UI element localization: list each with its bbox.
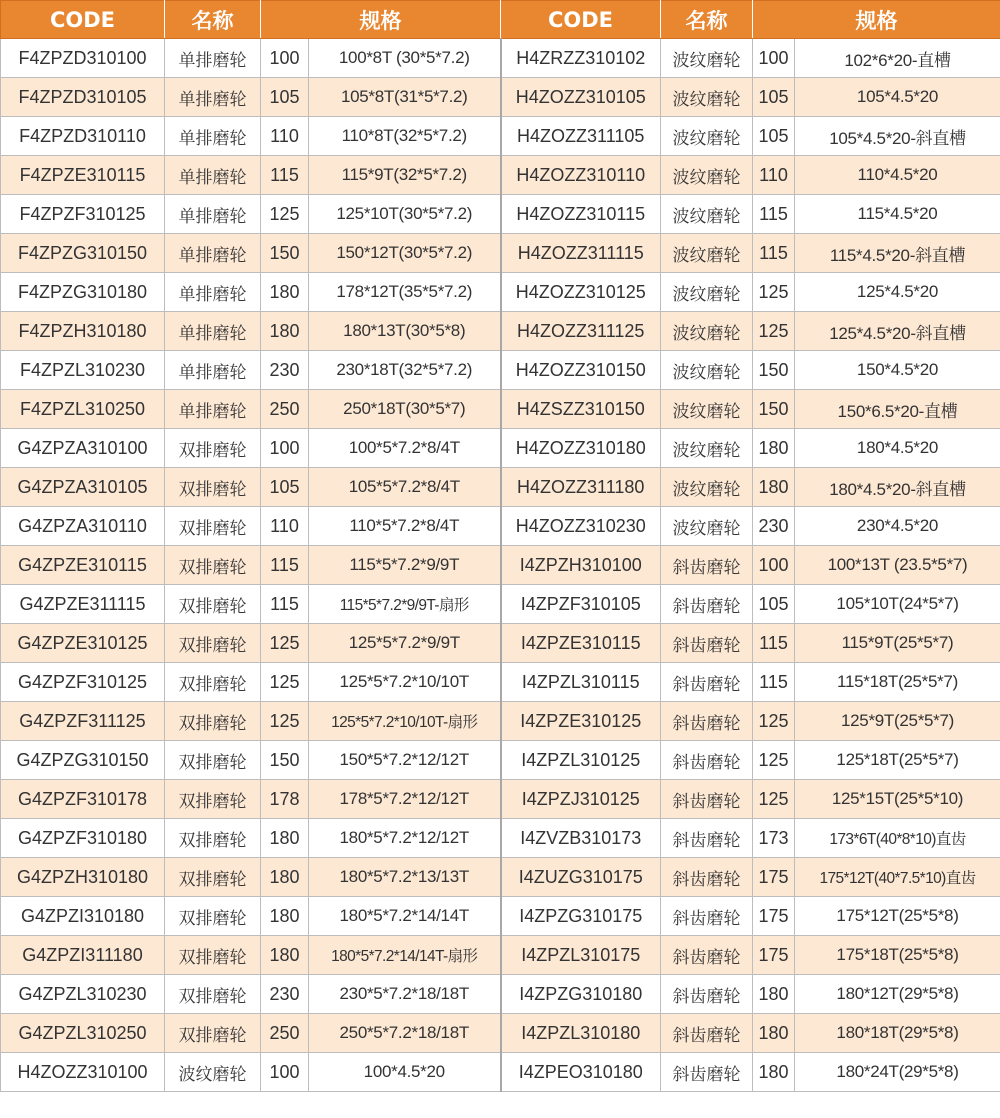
cell-size-left: 115 xyxy=(261,546,309,585)
cell-code-left: F4ZPZH310180 xyxy=(1,312,165,351)
cell-size-left: 100 xyxy=(261,39,309,78)
cell-name-right: 斜齿磨轮 xyxy=(661,702,753,741)
cell-spec-left: 180*13T(30*5*8) xyxy=(309,312,501,351)
cell-code-left: G4ZPZG310150 xyxy=(1,741,165,780)
cell-code-left: G4ZPZF310180 xyxy=(1,819,165,858)
cell-code-right: I4ZPZL310115 xyxy=(501,663,661,702)
cell-size-left: 125 xyxy=(261,663,309,702)
cell-spec-right: 115*4.5*20-斜直槽 xyxy=(795,234,1000,273)
cell-code-left: F4ZPZL310250 xyxy=(1,390,165,429)
table-row xyxy=(1,195,1000,234)
table-row xyxy=(1,702,1000,741)
cell-name-left: 双排磨轮 xyxy=(165,858,261,897)
cell-name-right: 斜齿磨轮 xyxy=(661,1014,753,1053)
cell-spec-right: 115*9T(25*5*7) xyxy=(795,624,1000,663)
cell-size-right: 180 xyxy=(753,975,795,1014)
cell-name-right: 波纹磨轮 xyxy=(661,273,753,312)
cell-size-left: 250 xyxy=(261,1014,309,1053)
cell-name-left: 双排磨轮 xyxy=(165,897,261,936)
cell-code-right: H4ZOZZ310125 xyxy=(501,273,661,312)
cell-name-left: 单排磨轮 xyxy=(165,117,261,156)
table-row xyxy=(1,507,1000,546)
cell-code-right: H4ZOZZ310150 xyxy=(501,351,661,390)
cell-code-left: G4ZPZF310178 xyxy=(1,780,165,819)
cell-size-right: 105 xyxy=(753,78,795,117)
cell-size-right: 230 xyxy=(753,507,795,546)
cell-spec-left: 180*5*7.2*14/14T-扇形 xyxy=(309,936,501,975)
cell-code-right: I4ZUZG310175 xyxy=(501,858,661,897)
cell-code-left: G4ZPZI310180 xyxy=(1,897,165,936)
cell-size-right: 180 xyxy=(753,1053,795,1092)
cell-spec-right: 150*6.5*20-直槽 xyxy=(795,390,1000,429)
cell-size-left: 125 xyxy=(261,702,309,741)
cell-code-right: I4ZPZE310125 xyxy=(501,702,661,741)
header-spec-right: 规格 xyxy=(753,1,1000,39)
cell-name-left: 单排磨轮 xyxy=(165,39,261,78)
cell-name-right: 波纹磨轮 xyxy=(661,312,753,351)
cell-spec-right: 115*4.5*20 xyxy=(795,195,1000,234)
cell-name-left: 双排磨轮 xyxy=(165,429,261,468)
cell-name-left: 单排磨轮 xyxy=(165,195,261,234)
table-row xyxy=(1,429,1000,468)
table-row xyxy=(1,975,1000,1014)
header-spec-left: 规格 xyxy=(261,1,501,39)
cell-name-left: 双排磨轮 xyxy=(165,780,261,819)
cell-code-left: F4ZPZD310110 xyxy=(1,117,165,156)
cell-name-right: 斜齿磨轮 xyxy=(661,546,753,585)
cell-name-left: 单排磨轮 xyxy=(165,390,261,429)
cell-spec-left: 125*5*7.2*10/10T-扇形 xyxy=(309,702,501,741)
cell-size-right: 115 xyxy=(753,663,795,702)
cell-code-left: G4ZPZH310180 xyxy=(1,858,165,897)
cell-size-right: 115 xyxy=(753,624,795,663)
cell-code-left: F4ZPZF310125 xyxy=(1,195,165,234)
cell-spec-right: 175*12T(25*5*8) xyxy=(795,897,1000,936)
cell-spec-right: 175*12T(40*7.5*10)直齿 xyxy=(795,858,1000,897)
cell-size-left: 105 xyxy=(261,78,309,117)
cell-spec-left: 105*8T(31*5*7.2) xyxy=(309,78,501,117)
cell-spec-right: 180*4.5*20-斜直槽 xyxy=(795,468,1000,507)
table-row xyxy=(1,1014,1000,1053)
cell-code-right: I4ZPEO310180 xyxy=(501,1053,661,1092)
cell-code-left: G4ZPZA310105 xyxy=(1,468,165,507)
cell-name-left: 单排磨轮 xyxy=(165,351,261,390)
cell-name-left: 双排磨轮 xyxy=(165,585,261,624)
table-row xyxy=(1,468,1000,507)
cell-code-left: G4ZPZA310110 xyxy=(1,507,165,546)
cell-name-left: 双排磨轮 xyxy=(165,546,261,585)
cell-code-right: I4ZPZG310175 xyxy=(501,897,661,936)
header-name-left: 名称 xyxy=(165,1,261,39)
cell-spec-right: 180*24T(29*5*8) xyxy=(795,1053,1000,1092)
header-name-right: 名称 xyxy=(661,1,753,39)
cell-name-right: 斜齿磨轮 xyxy=(661,585,753,624)
cell-spec-right: 125*18T(25*5*7) xyxy=(795,741,1000,780)
cell-code-left: G4ZPZL310250 xyxy=(1,1014,165,1053)
cell-name-right: 波纹磨轮 xyxy=(661,195,753,234)
table-row xyxy=(1,390,1000,429)
cell-name-left: 双排磨轮 xyxy=(165,468,261,507)
cell-code-right: I4ZPZG310180 xyxy=(501,975,661,1014)
cell-name-left: 单排磨轮 xyxy=(165,273,261,312)
cell-spec-left: 105*5*7.2*8/4T xyxy=(309,468,501,507)
cell-spec-left: 150*5*7.2*12/12T xyxy=(309,741,501,780)
table-row xyxy=(1,234,1000,273)
cell-code-left: F4ZPZG310180 xyxy=(1,273,165,312)
cell-spec-right: 125*4.5*20 xyxy=(795,273,1000,312)
table-row xyxy=(1,156,1000,195)
cell-code-left: F4ZPZD310105 xyxy=(1,78,165,117)
cell-size-left: 230 xyxy=(261,351,309,390)
cell-code-left: G4ZPZF311125 xyxy=(1,702,165,741)
table-row xyxy=(1,780,1000,819)
cell-name-left: 双排磨轮 xyxy=(165,1014,261,1053)
table-row xyxy=(1,351,1000,390)
cell-code-right: I4ZPZL310180 xyxy=(501,1014,661,1053)
cell-size-right: 150 xyxy=(753,390,795,429)
cell-spec-left: 125*5*7.2*10/10T xyxy=(309,663,501,702)
cell-code-right: I4ZPZE310115 xyxy=(501,624,661,663)
cell-name-right: 斜齿磨轮 xyxy=(661,624,753,663)
cell-size-right: 125 xyxy=(753,273,795,312)
cell-size-right: 110 xyxy=(753,156,795,195)
cell-size-right: 175 xyxy=(753,897,795,936)
cell-size-left: 230 xyxy=(261,975,309,1014)
cell-size-right: 105 xyxy=(753,585,795,624)
cell-name-right: 斜齿磨轮 xyxy=(661,975,753,1014)
table-row xyxy=(1,546,1000,585)
cell-code-right: H4ZSZZ310150 xyxy=(501,390,661,429)
cell-code-right: H4ZOZZ310110 xyxy=(501,156,661,195)
cell-name-right: 波纹磨轮 xyxy=(661,468,753,507)
cell-size-right: 180 xyxy=(753,468,795,507)
cell-code-left: F4ZPZE310115 xyxy=(1,156,165,195)
cell-spec-left: 115*5*7.2*9/9T xyxy=(309,546,501,585)
cell-spec-left: 100*8T (30*5*7.2) xyxy=(309,39,501,78)
cell-code-right: I4ZPZJ310125 xyxy=(501,780,661,819)
cell-spec-right: 150*4.5*20 xyxy=(795,351,1000,390)
cell-size-left: 110 xyxy=(261,507,309,546)
cell-size-left: 115 xyxy=(261,585,309,624)
cell-name-left: 双排磨轮 xyxy=(165,624,261,663)
cell-spec-right: 125*4.5*20-斜直槽 xyxy=(795,312,1000,351)
cell-size-right: 125 xyxy=(753,312,795,351)
cell-spec-left: 100*4.5*20 xyxy=(309,1053,501,1092)
cell-code-right: H4ZOZZ310180 xyxy=(501,429,661,468)
cell-spec-left: 115*9T(32*5*7.2) xyxy=(309,156,501,195)
cell-spec-right: 100*13T (23.5*5*7) xyxy=(795,546,1000,585)
cell-spec-right: 125*15T(25*5*10) xyxy=(795,780,1000,819)
cell-name-left: 双排磨轮 xyxy=(165,819,261,858)
cell-size-left: 150 xyxy=(261,741,309,780)
cell-size-left: 100 xyxy=(261,1053,309,1092)
table-row xyxy=(1,663,1000,702)
cell-name-left: 单排磨轮 xyxy=(165,234,261,273)
cell-size-left: 180 xyxy=(261,273,309,312)
table-row xyxy=(1,624,1000,663)
cell-spec-left: 100*5*7.2*8/4T xyxy=(309,429,501,468)
cell-name-right: 斜齿磨轮 xyxy=(661,780,753,819)
cell-name-right: 波纹磨轮 xyxy=(661,234,753,273)
cell-spec-right: 180*18T(29*5*8) xyxy=(795,1014,1000,1053)
cell-name-right: 波纹磨轮 xyxy=(661,351,753,390)
cell-name-right: 波纹磨轮 xyxy=(661,117,753,156)
cell-spec-right: 105*10T(24*5*7) xyxy=(795,585,1000,624)
cell-size-right: 173 xyxy=(753,819,795,858)
cell-spec-right: 102*6*20-直槽 xyxy=(795,39,1000,78)
cell-code-left: G4ZPZE310125 xyxy=(1,624,165,663)
cell-name-left: 双排磨轮 xyxy=(165,741,261,780)
cell-code-left: G4ZPZF310125 xyxy=(1,663,165,702)
cell-name-right: 斜齿磨轮 xyxy=(661,819,753,858)
cell-spec-right: 175*18T(25*5*8) xyxy=(795,936,1000,975)
cell-name-left: 单排磨轮 xyxy=(165,156,261,195)
cell-name-left: 波纹磨轮 xyxy=(165,1053,261,1092)
cell-size-right: 100 xyxy=(753,39,795,78)
cell-code-right: H4ZRZZ310102 xyxy=(501,39,661,78)
cell-name-right: 波纹磨轮 xyxy=(661,39,753,78)
cell-code-left: G4ZPZA310100 xyxy=(1,429,165,468)
cell-code-right: I4ZPZH310100 xyxy=(501,546,661,585)
table-row xyxy=(1,897,1000,936)
table-row xyxy=(1,312,1000,351)
table-row xyxy=(1,819,1000,858)
cell-name-right: 斜齿磨轮 xyxy=(661,741,753,780)
cell-name-left: 单排磨轮 xyxy=(165,312,261,351)
cell-name-right: 波纹磨轮 xyxy=(661,507,753,546)
cell-name-left: 双排磨轮 xyxy=(165,975,261,1014)
cell-size-left: 180 xyxy=(261,819,309,858)
table-row xyxy=(1,858,1000,897)
cell-spec-left: 180*5*7.2*12/12T xyxy=(309,819,501,858)
cell-name-right: 斜齿磨轮 xyxy=(661,936,753,975)
cell-code-left: G4ZPZE311115 xyxy=(1,585,165,624)
cell-spec-right: 230*4.5*20 xyxy=(795,507,1000,546)
cell-spec-right: 105*4.5*20-斜直槽 xyxy=(795,117,1000,156)
table-row xyxy=(1,1053,1000,1092)
cell-spec-right: 180*4.5*20 xyxy=(795,429,1000,468)
cell-code-right: I4ZPZL310125 xyxy=(501,741,661,780)
cell-size-left: 180 xyxy=(261,312,309,351)
cell-name-left: 双排磨轮 xyxy=(165,507,261,546)
cell-name-right: 波纹磨轮 xyxy=(661,429,753,468)
cell-size-right: 125 xyxy=(753,702,795,741)
table-header-row xyxy=(1,1,1000,39)
cell-size-right: 175 xyxy=(753,858,795,897)
cell-spec-right: 125*9T(25*5*7) xyxy=(795,702,1000,741)
cell-code-right: H4ZOZZ311115 xyxy=(501,234,661,273)
cell-spec-right: 110*4.5*20 xyxy=(795,156,1000,195)
header-code-right: CODE xyxy=(501,1,661,39)
cell-name-right: 波纹磨轮 xyxy=(661,156,753,195)
cell-size-left: 110 xyxy=(261,117,309,156)
table-row xyxy=(1,585,1000,624)
cell-code-left: F4ZPZD310100 xyxy=(1,39,165,78)
cell-code-right: H4ZOZZ310115 xyxy=(501,195,661,234)
table-row xyxy=(1,117,1000,156)
table-row xyxy=(1,39,1000,78)
cell-spec-left: 230*5*7.2*18/18T xyxy=(309,975,501,1014)
cell-code-right: H4ZOZZ310105 xyxy=(501,78,661,117)
cell-code-right: H4ZOZZ310230 xyxy=(501,507,661,546)
cell-size-right: 150 xyxy=(753,351,795,390)
cell-code-right: H4ZOZZ311125 xyxy=(501,312,661,351)
cell-code-left: F4ZPZG310150 xyxy=(1,234,165,273)
cell-name-right: 斜齿磨轮 xyxy=(661,897,753,936)
cell-code-left: G4ZPZE310115 xyxy=(1,546,165,585)
cell-size-left: 180 xyxy=(261,858,309,897)
cell-spec-left: 110*5*7.2*8/4T xyxy=(309,507,501,546)
cell-spec-left: 230*18T(32*5*7.2) xyxy=(309,351,501,390)
cell-spec-left: 115*5*7.2*9/9T-扇形 xyxy=(309,585,501,624)
cell-spec-left: 150*12T(30*5*7.2) xyxy=(309,234,501,273)
cell-size-left: 125 xyxy=(261,624,309,663)
cell-name-left: 双排磨轮 xyxy=(165,936,261,975)
cell-name-left: 双排磨轮 xyxy=(165,702,261,741)
table-row xyxy=(1,273,1000,312)
cell-size-right: 180 xyxy=(753,429,795,468)
cell-size-left: 125 xyxy=(261,195,309,234)
cell-size-right: 100 xyxy=(753,546,795,585)
cell-name-right: 波纹磨轮 xyxy=(661,390,753,429)
cell-spec-right: 115*18T(25*5*7) xyxy=(795,663,1000,702)
cell-size-left: 180 xyxy=(261,897,309,936)
cell-spec-left: 125*10T(30*5*7.2) xyxy=(309,195,501,234)
cell-name-right: 斜齿磨轮 xyxy=(661,858,753,897)
cell-name-right: 斜齿磨轮 xyxy=(661,663,753,702)
cell-name-right: 斜齿磨轮 xyxy=(661,1053,753,1092)
cell-spec-right: 105*4.5*20 xyxy=(795,78,1000,117)
cell-spec-right: 180*12T(29*5*8) xyxy=(795,975,1000,1014)
cell-code-right: H4ZOZZ311180 xyxy=(501,468,661,507)
cell-size-right: 125 xyxy=(753,780,795,819)
cell-code-right: I4ZPZF310105 xyxy=(501,585,661,624)
table-row xyxy=(1,741,1000,780)
cell-name-left: 双排磨轮 xyxy=(165,663,261,702)
cell-size-left: 100 xyxy=(261,429,309,468)
cell-code-left: G4ZPZL310230 xyxy=(1,975,165,1014)
cell-code-right: I4ZVZB310173 xyxy=(501,819,661,858)
cell-spec-left: 250*18T(30*5*7) xyxy=(309,390,501,429)
table-row xyxy=(1,78,1000,117)
table-row xyxy=(1,936,1000,975)
cell-code-right: I4ZPZL310175 xyxy=(501,936,661,975)
cell-name-right: 波纹磨轮 xyxy=(661,78,753,117)
cell-size-right: 175 xyxy=(753,936,795,975)
cell-spec-left: 250*5*7.2*18/18T xyxy=(309,1014,501,1053)
cell-size-left: 150 xyxy=(261,234,309,273)
cell-spec-left: 125*5*7.2*9/9T xyxy=(309,624,501,663)
cell-code-right: H4ZOZZ311105 xyxy=(501,117,661,156)
cell-size-left: 180 xyxy=(261,936,309,975)
cell-name-left: 单排磨轮 xyxy=(165,78,261,117)
cell-size-left: 115 xyxy=(261,156,309,195)
cell-size-right: 115 xyxy=(753,234,795,273)
cell-size-left: 250 xyxy=(261,390,309,429)
cell-spec-left: 110*8T(32*5*7.2) xyxy=(309,117,501,156)
cell-code-left: F4ZPZL310230 xyxy=(1,351,165,390)
table-body xyxy=(1,39,1000,1092)
header-code-left: CODE xyxy=(1,1,165,39)
cell-size-left: 105 xyxy=(261,468,309,507)
cell-size-right: 180 xyxy=(753,1014,795,1053)
cell-spec-right: 173*6T(40*8*10)直齿 xyxy=(795,819,1000,858)
cell-spec-left: 178*12T(35*5*7.2) xyxy=(309,273,501,312)
cell-spec-left: 180*5*7.2*14/14T xyxy=(309,897,501,936)
cell-size-right: 125 xyxy=(753,741,795,780)
cell-code-left: G4ZPZI311180 xyxy=(1,936,165,975)
cell-spec-left: 180*5*7.2*13/13T xyxy=(309,858,501,897)
cell-spec-left: 178*5*7.2*12/12T xyxy=(309,780,501,819)
cell-size-right: 105 xyxy=(753,117,795,156)
cell-size-left: 178 xyxy=(261,780,309,819)
cell-code-left: H4ZOZZ310100 xyxy=(1,1053,165,1092)
cell-size-right: 115 xyxy=(753,195,795,234)
